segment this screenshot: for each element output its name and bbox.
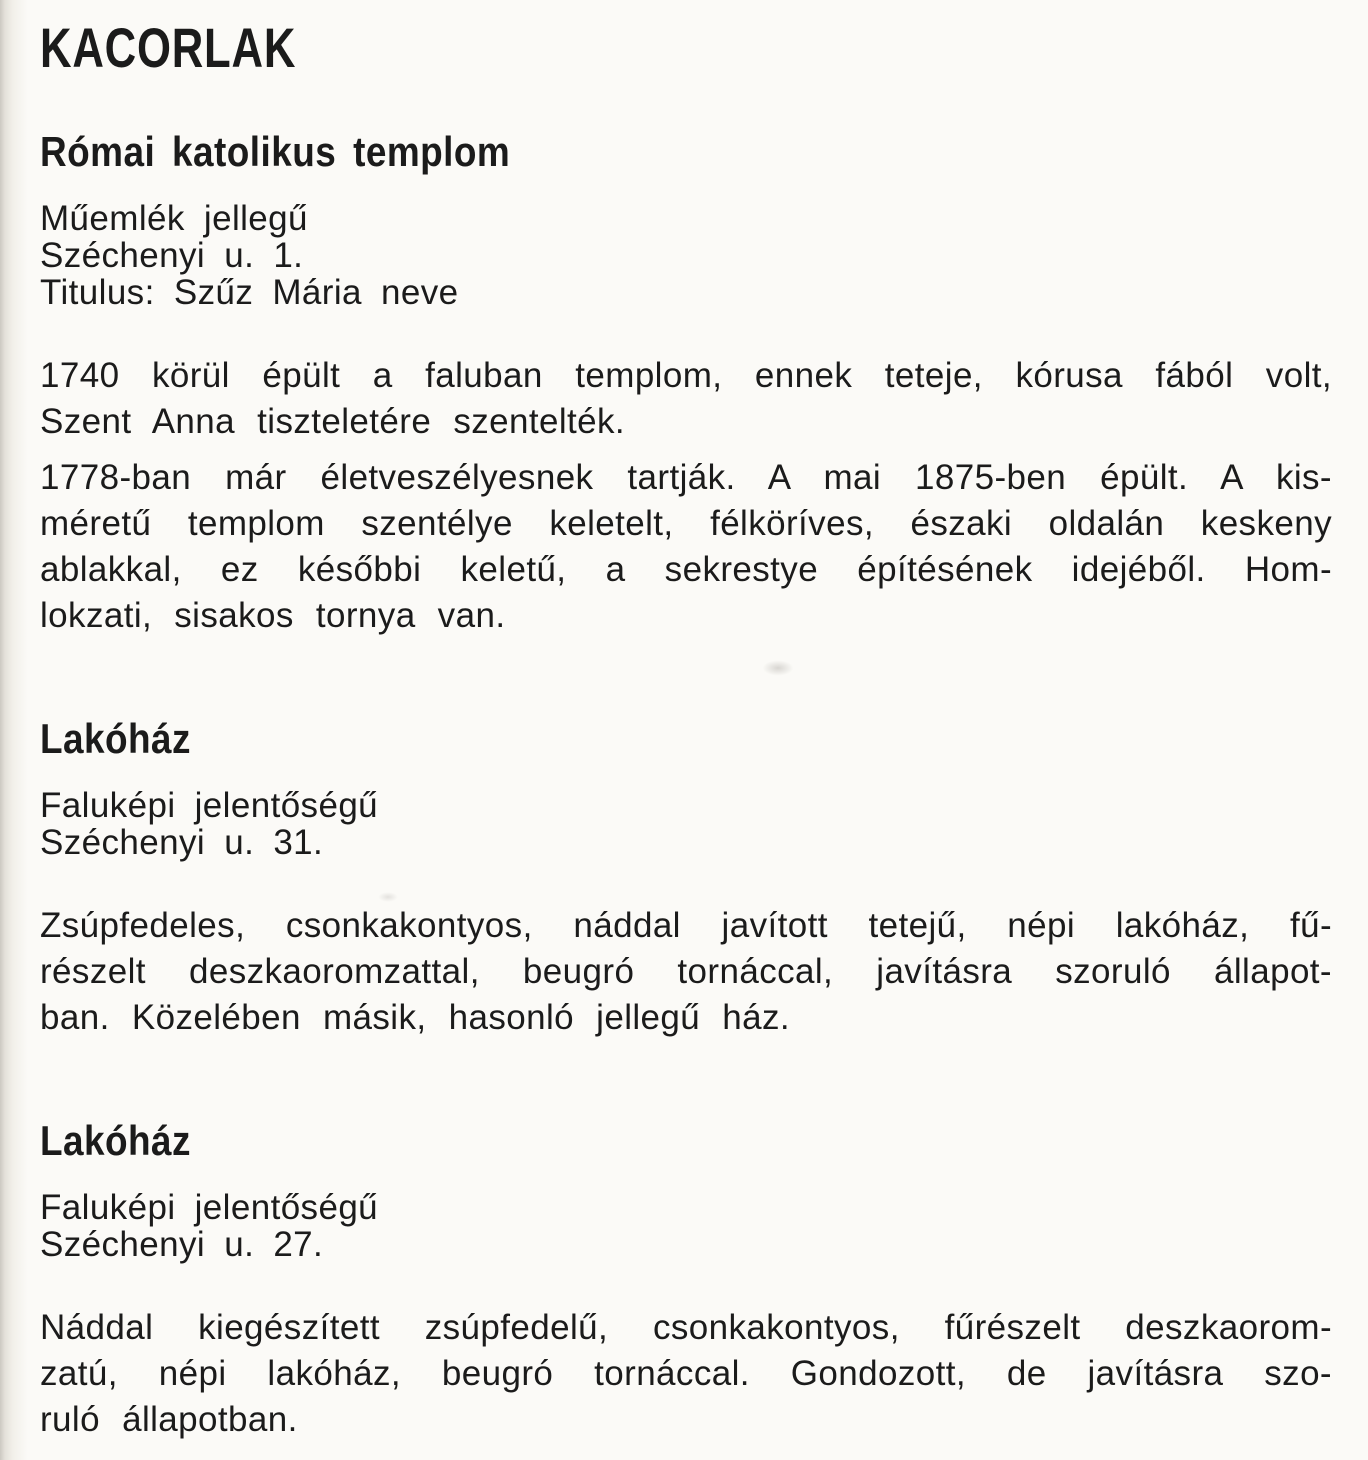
section — [40, 130, 1332, 649]
text-line: méretű templom szentélye keletelt, félköríves, északi oldalán keskeny — [40, 504, 1332, 543]
sections-container — [40, 130, 1332, 1453]
paragraph — [40, 455, 1332, 639]
text-line: Náddal kiegészített zsúpfedelű, csonkakontyos, fűrészelt deszkaorom- — [40, 1308, 1332, 1347]
meta-block — [40, 1189, 1332, 1263]
text-line: 1778-ban már életveszélyesnek tartják. A mai 1875-ben épült. A kis- — [40, 458, 1332, 497]
text-line: Zsúpfedeles, csonkakontyos, náddal javított tetejű, népi lakóház, fű- — [40, 906, 1332, 945]
paragraph — [40, 353, 1332, 445]
meta-line: Széchenyi u. 1. — [40, 236, 304, 275]
paragraph — [40, 1305, 1332, 1443]
scanned-page — [40, 16, 1332, 1453]
meta-line: Széchenyi u. 31. — [40, 823, 324, 862]
text-line: Szent Anna tiszteletére szentelték. — [40, 402, 626, 441]
paragraph — [40, 903, 1332, 1041]
meta-block — [40, 200, 1332, 311]
section — [40, 717, 1332, 1051]
meta-line: Széchenyi u. 27. — [40, 1225, 324, 1264]
section-heading: Lakóház — [40, 715, 191, 762]
section-heading: Római katolikus templom — [40, 128, 511, 175]
meta-block — [40, 787, 1332, 861]
meta-line: Műemlék jellegű — [40, 199, 308, 238]
section — [40, 1119, 1332, 1453]
text-line: ban. Közelében másik, hasonló jellegű ház. — [40, 998, 791, 1037]
section-heading: Lakóház — [40, 1117, 191, 1164]
text-line: zatú, népi lakóház, beugró tornáccal. Gondozott, de javításra szo- — [40, 1354, 1332, 1393]
meta-line: Faluképi jelentőségű — [40, 786, 379, 825]
text-line: ablakkal, ez későbbi keletű, a sekrestye építésének idejéből. Hom- — [40, 550, 1332, 589]
text-line: részelt deszkaoromzattal, beugró tornáccal, javításra szoruló állapot- — [40, 952, 1332, 991]
text-line: lokzati, sisakos tornya van. — [40, 596, 506, 635]
text-line: ruló állapotban. — [40, 1400, 298, 1439]
meta-line: Titulus: Szűz Mária neve — [40, 273, 459, 312]
page-title: KACORLAK — [40, 16, 297, 79]
meta-line: Faluképi jelentőségű — [40, 1188, 379, 1227]
text-line: 1740 körül épült a faluban templom, ennek teteje, kórusa fából volt, — [40, 356, 1332, 395]
